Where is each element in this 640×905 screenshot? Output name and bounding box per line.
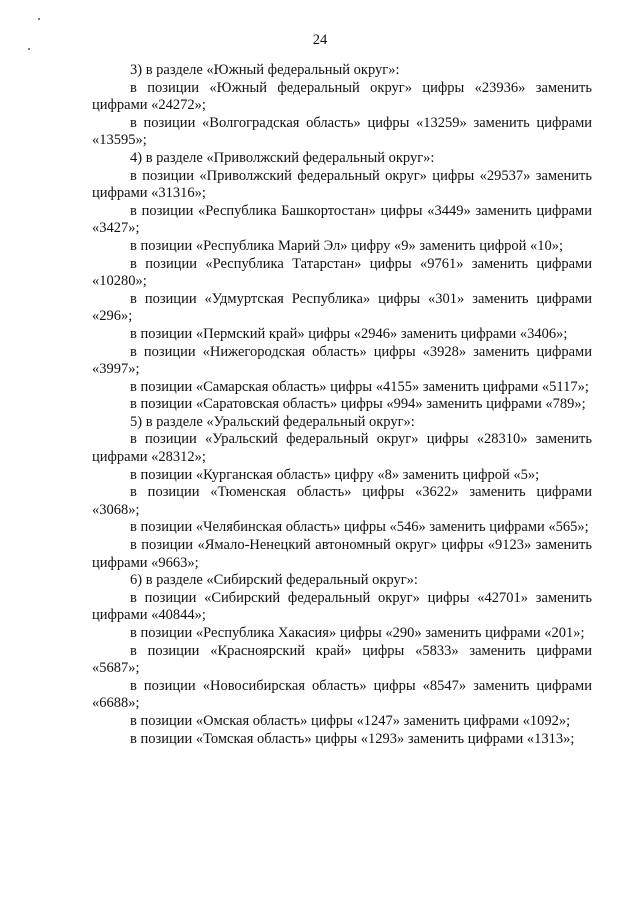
section-heading-siberia: 6) в разделе «Сибирский федеральный округ»: bbox=[130, 572, 418, 589]
amendment-item: в позиции «Красноярский край» цифры «5833» заменить цифрами «5687»; bbox=[92, 642, 592, 677]
amendment-item: в позиции «Удмуртская Республика» цифры «301» заменить цифрами «296»; bbox=[92, 290, 592, 325]
amendment-item: в позиции «Ямало-Ненецкий автономный округ» цифры «9123» заменить цифрами «9663»; bbox=[92, 537, 592, 571]
amendment-item: в позиции «Саратовская область» цифры «994» заменить цифрами «789»; bbox=[130, 396, 586, 413]
amendment-item: в позиции «Самарская область» цифры «4155» заменить цифрами «5117»; bbox=[130, 378, 589, 395]
amendment-item: в позиции «Приволжский федеральный округ» цифры «29537» заменить цифрами «31316»; bbox=[92, 167, 592, 202]
amendment-item: в позиции «Нижегородская область» цифры «3928» заменить цифрами «3997»; bbox=[92, 343, 592, 378]
amendment-item: в позиции «Пермский край» цифры «2946» заменить цифрами «3406»; bbox=[130, 325, 568, 342]
section-heading-south: 3) в разделе «Южный федеральный округ»: bbox=[130, 62, 400, 78]
scan-speck bbox=[38, 18, 40, 20]
amendment-item: в позиции «Южный федеральный округ» цифры «23936» заменить цифрами «24272»; bbox=[92, 79, 592, 114]
amendment-item: в позиции «Тюменская область» цифры «3622» заменить цифрами «3068»; bbox=[92, 484, 592, 518]
amendment-item: в позиции «Челябинская область» цифры «546» заменить цифрами «565»; bbox=[130, 519, 589, 536]
amendment-item: в позиции «Волгоградская область» цифры «13259» заменить цифрами «13595»; bbox=[92, 114, 592, 149]
page-number: 24 bbox=[312, 32, 328, 48]
amendment-item: в позиции «Республика Башкортостан» цифры «3449» заменить цифрами «3427»; bbox=[92, 202, 592, 237]
section-heading-volga: 4) в разделе «Приволжский федеральный округ»: bbox=[130, 149, 435, 166]
amendment-item: в позиции «Омская область» цифры «1247» заменить цифрами «1092»; bbox=[130, 712, 571, 729]
amendment-item: в позиции «Томская область» цифры «1293» заменить цифрами «1313»; bbox=[130, 730, 575, 747]
amendment-item: в позиции «Уральский федеральный округ» цифры «28310» заменить цифрами «28312»; bbox=[92, 431, 592, 466]
amendment-item: в позиции «Республика Хакасия» цифры «290» заменить цифрами «201»; bbox=[130, 625, 585, 641]
amendment-item: в позиции «Новосибирская область» цифры «8547» заменить цифрами «6688»; bbox=[92, 677, 592, 712]
amendment-item: в позиции «Сибирский федеральный округ» цифры «42701» заменить цифрами «40844»; bbox=[92, 589, 592, 624]
amendment-item: в позиции «Республика Татарстан» цифры «9761» заменить цифрами «10280»; bbox=[92, 255, 592, 290]
section-heading-ural: 5) в разделе «Уральский федеральный округ»: bbox=[130, 413, 415, 430]
document-body bbox=[92, 62, 592, 748]
amendment-item: в позиции «Республика Марий Эл» цифру «9» заменить цифрой «10»; bbox=[130, 237, 564, 254]
amendment-item: в позиции «Курганская область» цифру «8» заменить цифрой «5»; bbox=[130, 466, 540, 483]
